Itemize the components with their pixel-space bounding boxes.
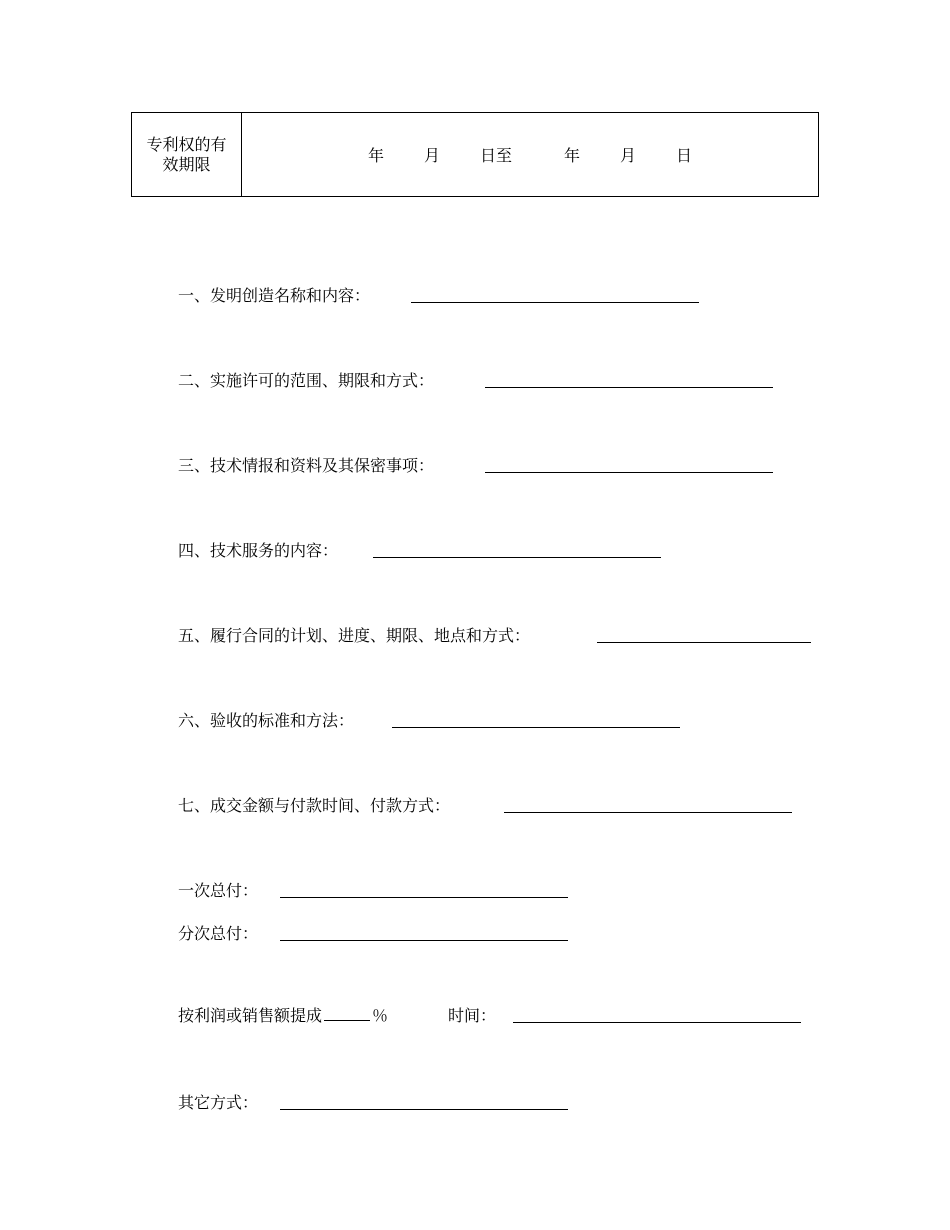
royalty-label: 按利润或销售额提成 [178, 1006, 323, 1025]
item-performance-plan-label: 五、履行合同的计划、进度、期限、地点和方式： [178, 626, 531, 645]
start-day-to-label: 日至 [480, 146, 513, 165]
item-payment-label: 七、成交金额与付款时间、付款方式： [178, 796, 451, 815]
validity-period-table [131, 112, 819, 197]
item-acceptance-field[interactable] [392, 727, 680, 728]
royalty-percent-field[interactable] [324, 1006, 370, 1021]
installment-label: 分次总付： [178, 924, 259, 943]
validity-label-line1: 专利权的有 [146, 134, 227, 154]
start-year-label: 年 [368, 146, 385, 165]
validity-label-line2: 效期限 [162, 154, 211, 174]
validity-label-cell [132, 113, 242, 196]
item-license-scope-label: 二、实施许可的范围、期限和方式： [178, 371, 435, 390]
end-year-label: 年 [564, 146, 581, 165]
validity-date-cell[interactable] [242, 113, 818, 196]
item-tech-info-field[interactable] [485, 472, 773, 473]
item-license-scope-field[interactable] [485, 387, 773, 388]
end-day-label: 日 [676, 146, 693, 165]
item-performance-plan-field[interactable] [597, 642, 811, 643]
royalty-time-label: 时间： [448, 1006, 497, 1025]
other-method-field[interactable] [280, 1109, 568, 1110]
end-month-label: 月 [620, 146, 637, 165]
start-month-label: 月 [424, 146, 441, 165]
item-invention-name-label: 一、发明创造名称和内容： [178, 286, 371, 305]
item-acceptance-label: 六、验收的标准和方法： [178, 711, 355, 730]
item-tech-info-label: 三、技术情报和资料及其保密事项： [178, 456, 435, 475]
item-tech-service-field[interactable] [373, 557, 661, 558]
other-method-label: 其它方式： [178, 1093, 259, 1112]
item-invention-name-field[interactable] [411, 302, 699, 303]
item-payment-field[interactable] [504, 812, 792, 813]
lump-sum-field[interactable] [280, 897, 568, 898]
percent-sign: ％ [372, 1006, 389, 1025]
royalty-time-field[interactable] [513, 1022, 801, 1023]
item-tech-service-label: 四、技术服务的内容： [178, 541, 339, 560]
royalty-line [178, 1006, 388, 1026]
installment-field[interactable] [280, 940, 568, 941]
lump-sum-label: 一次总付： [178, 881, 259, 900]
